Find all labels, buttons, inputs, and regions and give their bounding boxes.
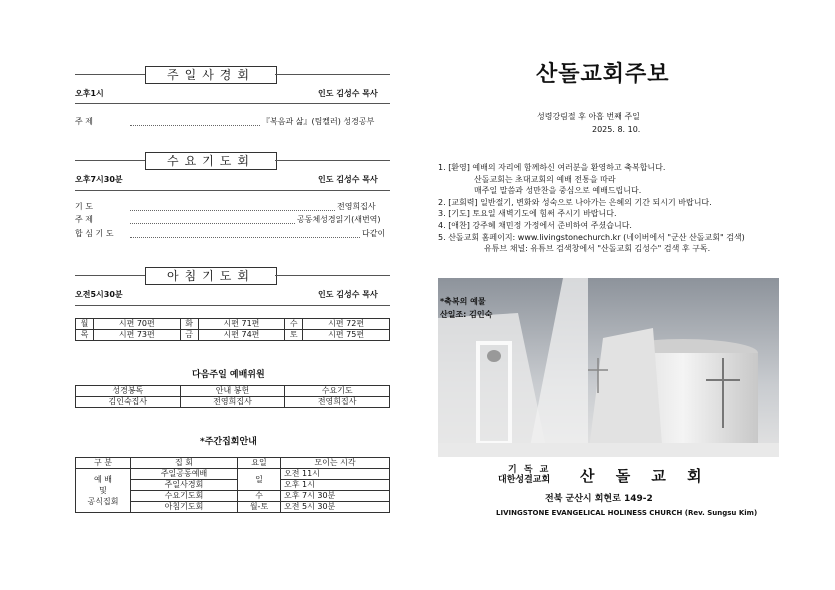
time-cell: 오후 1시 [281,480,390,491]
value-cell: 전영희집사 [180,397,285,408]
header-cell: 수요기도 [285,386,390,397]
wednesday-row-label: 기 도 [75,202,93,211]
divider [75,74,145,75]
announcements [438,162,798,255]
meeting-cell: 수요기도회 [131,491,238,502]
time-cell: 오전 11시 [281,469,390,480]
table-row [76,458,390,469]
table-row [76,386,390,397]
psalm-cell: 시편 70편 [93,319,180,330]
church-illustration [438,278,779,457]
divider [75,275,145,276]
divider [275,160,390,161]
psalm-cell: 시편 72편 [303,319,390,330]
announcement-item [438,208,798,220]
announcement-item [438,197,798,209]
announcement-number: 3. [438,209,446,219]
homepage-text: 산돌교회 홈페이지: www.livingstonechurch.kr (네이버에서 "군산 산돌교회" 검색) [448,232,745,242]
day-cell: 월-토 [238,502,281,513]
denomination-bottom: 대한성결교회 [498,475,551,485]
announcement-text: 산돌교회는 초대교회의 예배 전통을 따라 [474,174,616,184]
wednesday-title: 수요기도회 [145,152,277,170]
psalm-cell: 시편 75편 [303,330,390,341]
sunday-time: 오후1시 [75,89,104,98]
weekly-table [75,457,390,513]
day-cell: 화 [180,319,198,330]
announcement-text: [애찬] 강주혜 채민정 가정에서 준비하여 주셨습니다. [448,220,632,230]
dot-leader [130,210,335,211]
table-row [76,330,390,341]
wednesday-row-value: 다같이 [362,229,386,238]
meeting-cell: 아침기도회 [131,502,238,513]
morning-time: 오전5시30분 [75,290,123,299]
weekly-title: *주간집회안내 [200,437,257,447]
table-row [76,397,390,408]
wednesday-row-label: 합 심 기 도 [75,229,114,238]
offering-line: 산일조: 김인숙 [440,310,493,319]
wednesday-row-label: 주 제 [75,215,93,224]
divider [75,103,390,104]
announcement-number: 1. [438,163,446,172]
next-week-table [75,385,390,408]
day-cell: 일 [238,469,281,491]
time-cell: 오전 5시 30분 [281,502,390,513]
wednesday-time: 오후7시30분 [75,175,123,184]
wednesday-row-value: 전영희집사 [337,202,376,211]
bulletin-subtitle: 성령강림절 후 아홉 번째 주일 [537,112,640,121]
wednesday-row-value: 공동체성경읽기(새번역) [297,215,381,224]
wednesday-leader: 인도 김성수 목사 [318,175,378,184]
church-english: LIVINGSTONE EVANGELICAL HOLINESS CHURCH (Rev. Sungsu Kim) [496,509,758,517]
youtube-text: 유튜브 채널: 유튜브 검색창에서 "산돌교회 김성수" 검색 후 구독. [484,244,711,254]
day-cell: 월 [76,319,94,330]
sunday-leader: 인도 김성수 목사 [318,89,378,98]
sunday-topic-label: 주 제 [75,117,93,126]
morning-schedule-table [75,318,390,341]
day-cell: 수 [285,319,303,330]
announcement-item [438,162,798,174]
church-address: 전북 군산시 회현로 149-2 [545,494,653,504]
bulletin-date: 2025. 8. 10. [592,125,641,134]
day-cell: 토 [285,330,303,341]
announcement-number: 2. [438,197,446,207]
header-cell: 집 회 [131,458,238,469]
church-photo [438,278,779,457]
psalm-cell: 시편 73편 [93,330,180,341]
morning-leader: 인도 김성수 목사 [318,290,378,299]
divider [75,160,145,161]
meeting-cell: 주일사경회 [131,480,238,491]
day-cell: 금 [180,330,198,341]
divider [275,275,390,276]
day-cell: 수 [238,491,281,502]
meeting-cell: 주일공동예배 [131,469,238,480]
next-week-title: 다음주일 예배위원 [192,370,265,380]
divider [275,74,390,75]
announcement-text: [교회력] 일반절기, 변화와 성숙으로 나아가는 은혜의 기간 되시기 바랍니다. [448,197,712,207]
announcement-item [438,220,798,232]
table-row [76,319,390,330]
header-cell: 성경봉독 [76,386,181,397]
dot-leader [130,237,360,238]
psalm-cell: 시편 74편 [198,330,285,341]
header-cell: 안내 봉헌 [180,386,285,397]
denomination-top: 기 독 교 [508,465,551,475]
announcement-text: 매주일 말씀과 성만찬을 중심으로 예배드립니다. [474,186,642,196]
divider [75,190,390,191]
dot-leader [130,223,295,224]
value-cell: 김인숙집사 [76,397,181,408]
day-cell: 목 [76,330,94,341]
sunday-title: 주일사경회 [145,66,277,84]
divider [75,305,390,306]
sunday-topic-value: 『복음과 삶』(팀켈러) 성경공부 [262,117,375,126]
group-cell: 예 배 및 공식집회 [76,469,131,513]
value-cell: 전영희집사 [285,397,390,408]
time-cell: 오후 7시 30분 [281,491,390,502]
church-name: 산 돌 교 회 [580,467,710,485]
announcement-item [438,232,798,244]
offering-label: *축복의 예물 [440,297,486,306]
bulletin-title: 산돌교회주보 [536,62,670,87]
announcement-text: [환영] 예배의 자리에 함께하신 여러분을 환영하고 축복합니다. [448,163,666,172]
psalm-cell: 시편 71편 [198,319,285,330]
morning-title: 아침기도회 [145,267,277,285]
table-row [76,469,390,480]
announcement-text: [기도] 토요일 새벽기도에 힘써 주시기 바랍니다. [448,209,617,219]
announcement-number: 5. [438,232,446,242]
header-cell: 요일 [238,458,281,469]
header-cell: 모이는 시각 [281,458,390,469]
dot-leader [130,125,260,126]
announcement-number: 4. [438,220,446,230]
header-cell: 구 분 [76,458,131,469]
